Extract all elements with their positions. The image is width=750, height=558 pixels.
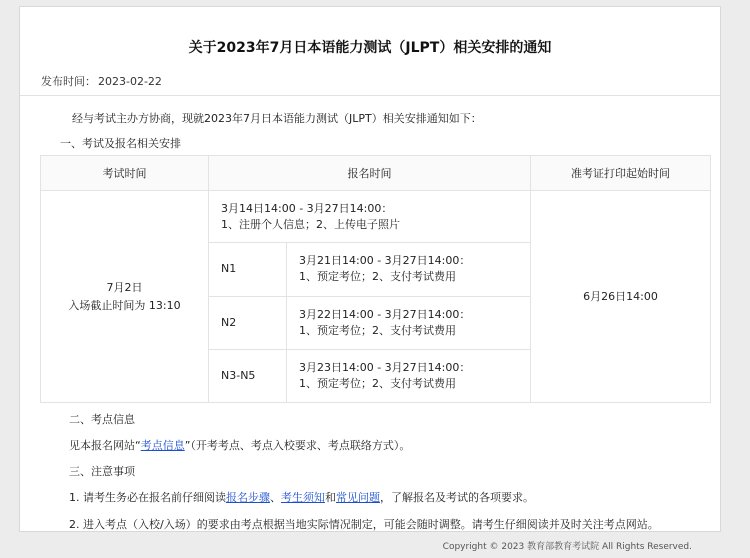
- section2-text: [69, 437, 410, 453]
- item1-prefix: 1. 请考生务必在报名前仔细阅读: [69, 491, 226, 504]
- item1-sep2: 和: [325, 491, 336, 504]
- exam-date-cell: [41, 191, 209, 403]
- header-exam-time: 考试时间: [41, 156, 209, 191]
- publish-date: [39, 73, 162, 89]
- schedule-table: [40, 155, 711, 403]
- page-title: 关于2023年7月日本语能力测试（JLPT）相关安排的通知: [188, 40, 552, 56]
- notice-item-2: 2. 进入考点（入校/入场）的要求由考点根据当地实际情况制定，可能会随时调整。请考生仔细阅读并及时关注考点网站。: [69, 518, 659, 531]
- section1-title: 一、考试及报名相关安排: [60, 137, 181, 150]
- publish-date-value: 2023-02-22: [98, 75, 162, 88]
- notice-page: [19, 6, 721, 532]
- table-header-row: [41, 156, 711, 191]
- section2-title: 二、考点信息: [69, 413, 135, 426]
- footer-copyright: Copyright © 2023 教育部教育考试院 All Rights Reserved.: [442, 542, 692, 552]
- header-registration-time: 报名时间: [209, 156, 531, 191]
- candidate-guide-link[interactable]: 考生须知: [281, 491, 325, 504]
- table-row: [41, 191, 711, 243]
- registration-all-steps: 1、注册个人信息；2、上传电子照片: [221, 217, 400, 231]
- intro-text: 经与考试主办方协商，现就2023年7月日本语能力测试（JLPT）相关安排通知如下：: [72, 112, 482, 125]
- faq-link[interactable]: 常见问题: [336, 491, 380, 504]
- level-steps: 1、预定考位；2、支付考试费用: [299, 376, 456, 390]
- registration-steps-link[interactable]: 报名步骤: [226, 491, 270, 504]
- level-cell: N2: [209, 296, 287, 349]
- divider: [20, 95, 720, 96]
- level-registration-cell: [287, 296, 531, 349]
- entry-deadline: 入场截止时间为 13:10: [68, 298, 181, 312]
- publish-label: 发布时间：: [41, 75, 96, 88]
- level-period: 3月23日14:00 - 3月27日14:00：: [299, 360, 471, 374]
- item1-sep1: 、: [270, 491, 281, 504]
- level-registration-cell: [287, 243, 531, 296]
- level-period: 3月22日14:00 - 3月27日14:00：: [299, 307, 471, 321]
- section3-title: 三、注意事项: [69, 465, 135, 478]
- registration-all-cell: [209, 191, 531, 243]
- header-admission-print: 准考证打印起始时间: [531, 156, 711, 191]
- exam-date: 7月2日: [106, 280, 143, 294]
- level-registration-cell: [287, 349, 531, 402]
- section2-suffix: ”（开考考点、考点入校要求、考点联络方式）。: [184, 439, 411, 452]
- section2-prefix: 见本报名网站“: [69, 439, 141, 452]
- level-cell: N1: [209, 243, 287, 296]
- level-steps: 1、预定考位；2、支付考试费用: [299, 323, 456, 337]
- level-cell: N3-N5: [209, 349, 287, 402]
- level-steps: 1、预定考位；2、支付考试费用: [299, 270, 456, 284]
- exam-site-info-link[interactable]: 考点信息: [140, 439, 185, 452]
- notice-item-1: [69, 489, 534, 505]
- level-period: 3月21日14:00 - 3月27日14:00：: [299, 254, 471, 268]
- print-start-cell: 6月26日14:00: [531, 191, 711, 403]
- registration-all-period: 3月14日14:00 - 3月27日14:00：: [221, 201, 393, 215]
- item1-suffix: ，了解报名及考试的各项要求。: [380, 491, 534, 504]
